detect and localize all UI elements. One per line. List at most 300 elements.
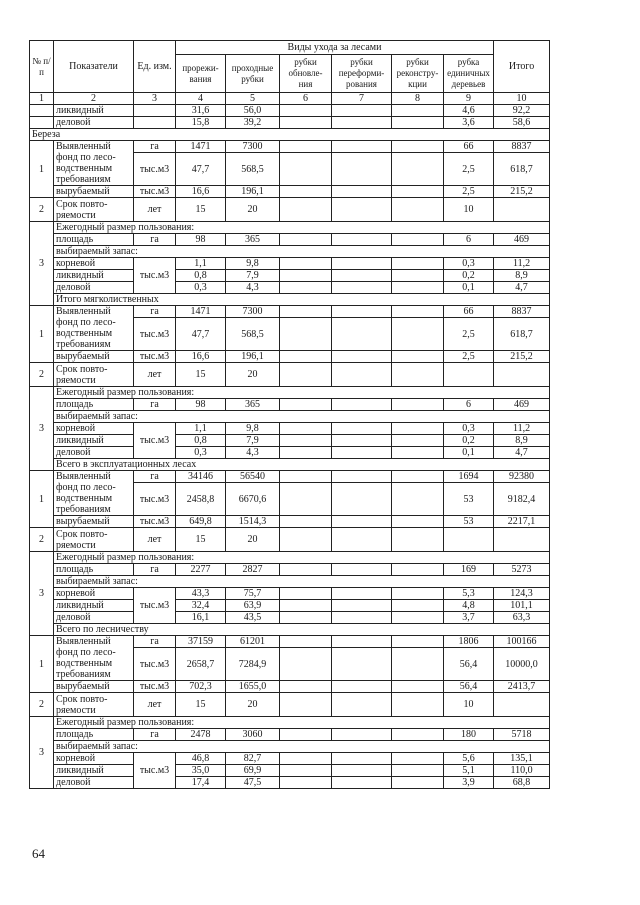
row-label: корневой <box>54 588 134 600</box>
cell-value: 47,7 <box>176 318 226 351</box>
table-header <box>30 41 550 105</box>
empty-cell <box>392 612 444 624</box>
table-row <box>30 624 550 636</box>
cell-value: 3,7 <box>444 612 494 624</box>
cell-value: 8837 <box>494 306 550 318</box>
cell-value: 135,1 <box>494 753 550 765</box>
empty-cell <box>280 318 332 351</box>
table-row <box>30 294 550 306</box>
empty-cell <box>392 528 444 552</box>
cell-value: 47,7 <box>176 153 226 186</box>
empty-cell <box>280 729 332 741</box>
cell-value: 100166 <box>494 636 550 648</box>
table-row <box>30 234 550 246</box>
empty-cell <box>392 198 444 222</box>
row-label: вырубаемый <box>54 186 134 198</box>
empty-cell <box>392 306 444 318</box>
cell-value: 618,7 <box>494 318 550 351</box>
row-label: Срок повто-ряемости <box>54 198 134 222</box>
empty-cell <box>392 648 444 681</box>
empty-cell <box>392 282 444 294</box>
table-row <box>30 612 550 624</box>
unit-cell: га <box>134 636 176 648</box>
empty-cell <box>280 186 332 198</box>
unit-cell: тыс.м3 <box>134 516 176 528</box>
unit-cell: лет <box>134 528 176 552</box>
row-number: 1 <box>30 471 54 528</box>
empty-cell <box>392 588 444 600</box>
cell-value: 82,7 <box>226 753 280 765</box>
row-label: Срок повто-ряемости <box>54 693 134 717</box>
empty-cell <box>392 423 444 435</box>
row-label: Выявленный фонд по лесо-водственным требованиям <box>54 636 134 681</box>
unit-cell: тыс.м3 <box>134 318 176 351</box>
table-body <box>30 105 550 129</box>
empty-cell <box>280 270 332 282</box>
table-row <box>30 636 550 648</box>
cell-value: 68,8 <box>494 777 550 789</box>
empty-cell <box>392 270 444 282</box>
empty-cell <box>280 351 332 363</box>
empty-cell <box>392 186 444 198</box>
table-row <box>30 471 550 483</box>
col-c9-header: рубка единичных деревьев <box>444 55 494 93</box>
cell-value: 75,7 <box>226 588 280 600</box>
row-label: Ежегодный размер пользования: <box>54 717 550 729</box>
empty-cell <box>332 636 392 648</box>
cell-value: 8837 <box>494 141 550 153</box>
unit-cell: тыс.м3 <box>134 681 176 693</box>
cell-value: 46,8 <box>176 753 226 765</box>
empty-cell <box>332 516 392 528</box>
empty-cell <box>280 435 332 447</box>
empty-cell <box>332 564 392 576</box>
row-number: 1 <box>30 306 54 363</box>
row-number: 2 <box>30 528 54 552</box>
cell-value: 215,2 <box>494 186 550 198</box>
row-label: Ежегодный размер пользования: <box>54 387 550 399</box>
cell-value: 365 <box>226 234 280 246</box>
cell-value: 16,6 <box>176 186 226 198</box>
row-label: Выявленный фонд по лесо-водственным требованиям <box>54 306 134 351</box>
cell-value: 1514,3 <box>226 516 280 528</box>
cell-value: 618,7 <box>494 153 550 186</box>
row-label: ликвидный <box>54 105 134 117</box>
cell-value: 3,9 <box>444 777 494 789</box>
empty-cell <box>332 234 392 246</box>
table-row <box>30 141 550 153</box>
row-label: деловой <box>54 282 134 294</box>
unit-cell: га <box>134 399 176 411</box>
index-cell: 5 <box>226 93 280 105</box>
row-label: вырубаемый <box>54 516 134 528</box>
table-row <box>30 198 550 222</box>
cell-value: 61201 <box>226 636 280 648</box>
unit-cell: тыс.м3 <box>134 258 176 294</box>
cell-value: 9,8 <box>226 258 280 270</box>
cell-value: 0,3 <box>444 423 494 435</box>
table-row <box>30 516 550 528</box>
table-row <box>30 423 550 435</box>
unit-cell: лет <box>134 198 176 222</box>
empty-cell <box>392 471 444 483</box>
cell-value: 5,3 <box>444 588 494 600</box>
cell-value: 20 <box>226 363 280 387</box>
cell-value: 4,8 <box>444 600 494 612</box>
cell-value: 101,1 <box>494 600 550 612</box>
cell-value: 37159 <box>176 636 226 648</box>
cell-value <box>444 363 494 387</box>
cell-value: 124,3 <box>494 588 550 600</box>
row-label: Ежегодный размер пользования: <box>54 552 550 564</box>
row-number: 1 <box>30 636 54 693</box>
unit-cell: га <box>134 729 176 741</box>
row-label: площадь <box>54 399 134 411</box>
cell-value: 63,3 <box>494 612 550 624</box>
index-cell: 6 <box>280 93 332 105</box>
cell-value: 20 <box>226 693 280 717</box>
empty-cell <box>392 153 444 186</box>
table-row <box>30 105 550 117</box>
cell-value: 16,6 <box>176 351 226 363</box>
unit-cell: тыс.м3 <box>134 351 176 363</box>
table-row <box>30 258 550 270</box>
cell-value: 98 <box>176 399 226 411</box>
empty-cell <box>392 363 444 387</box>
cell-value: 43,5 <box>226 612 280 624</box>
unit-cell: тыс.м3 <box>134 423 176 459</box>
cell-value: 6 <box>444 399 494 411</box>
cell-value: 98 <box>176 234 226 246</box>
cell-value: 568,5 <box>226 153 280 186</box>
empty-cell <box>280 612 332 624</box>
unit-cell: тыс.м3 <box>134 153 176 186</box>
unit-cell: га <box>134 141 176 153</box>
table-row <box>30 306 550 318</box>
index-cell: 4 <box>176 93 226 105</box>
empty-cell <box>280 363 332 387</box>
cell-value: 1471 <box>176 141 226 153</box>
index-cell: 8 <box>392 93 444 105</box>
table-row <box>30 729 550 741</box>
cell-value: 11,2 <box>494 258 550 270</box>
cell-value: 9182,4 <box>494 483 550 516</box>
empty-cell <box>280 516 332 528</box>
cell-value: 2658,7 <box>176 648 226 681</box>
cell-value: 0,1 <box>444 282 494 294</box>
row-number: 2 <box>30 693 54 717</box>
empty-cell <box>280 471 332 483</box>
cell-value: 4,7 <box>494 282 550 294</box>
empty-cell <box>280 198 332 222</box>
row-label: ликвидный <box>54 600 134 612</box>
empty-cell <box>392 753 444 765</box>
row-label: деловой <box>54 447 134 459</box>
cell-value: 0,2 <box>444 270 494 282</box>
index-cell: 2 <box>54 93 134 105</box>
cell-value: 196,1 <box>226 351 280 363</box>
cell-value: 5,1 <box>444 765 494 777</box>
empty-cell <box>280 600 332 612</box>
index-cell: 1 <box>30 93 54 105</box>
empty-cell <box>332 483 392 516</box>
cell-value: 53 <box>444 483 494 516</box>
cell-value: 56,4 <box>444 681 494 693</box>
empty-cell <box>332 648 392 681</box>
empty-cell <box>392 258 444 270</box>
empty-cell <box>332 753 392 765</box>
table-row <box>30 435 550 447</box>
empty-cell <box>332 528 392 552</box>
row-number: 3 <box>30 387 54 471</box>
cell-value: 2827 <box>226 564 280 576</box>
unit-cell: га <box>134 471 176 483</box>
cell-value: 6 <box>444 234 494 246</box>
cell-value: 1,1 <box>176 423 226 435</box>
cell-value: 66 <box>444 306 494 318</box>
table-row <box>30 753 550 765</box>
table-row <box>30 282 550 294</box>
table-row <box>30 117 550 129</box>
empty-cell <box>280 564 332 576</box>
empty-cell <box>280 777 332 789</box>
empty-cell <box>392 777 444 789</box>
cell-value: 2,5 <box>444 351 494 363</box>
empty-cell <box>332 471 392 483</box>
empty-cell <box>392 141 444 153</box>
empty-cell <box>280 141 332 153</box>
cell-value: 1655,0 <box>226 681 280 693</box>
col-c4-header: прорежи-вания <box>176 55 226 93</box>
table-row <box>30 270 550 282</box>
table-row <box>30 411 550 423</box>
empty-cell <box>392 234 444 246</box>
cell-value: 2,5 <box>444 186 494 198</box>
table-row <box>30 387 550 399</box>
cell-value: 2,5 <box>444 153 494 186</box>
cell-value <box>494 693 550 717</box>
cell-value: 56,4 <box>444 648 494 681</box>
unit-cell: лет <box>134 363 176 387</box>
table-row <box>30 777 550 789</box>
table-row <box>30 576 550 588</box>
cell-value: 10 <box>444 198 494 222</box>
cell-value: 568,5 <box>226 318 280 351</box>
empty-cell <box>392 399 444 411</box>
index-cell: 7 <box>332 93 392 105</box>
cell-value: 31,6 <box>176 105 226 117</box>
row-label: выбираемый запас: <box>54 246 550 258</box>
empty-cell <box>332 612 392 624</box>
empty-cell <box>332 153 392 186</box>
cell-value: 8,9 <box>494 270 550 282</box>
row-label: вырубаемый <box>54 681 134 693</box>
cell-value: 34146 <box>176 471 226 483</box>
row-label: корневой <box>54 423 134 435</box>
empty-cell <box>280 258 332 270</box>
empty-cell <box>280 234 332 246</box>
empty-cell <box>332 681 392 693</box>
cell-value: 110,0 <box>494 765 550 777</box>
col-indicators-header: Показатели <box>54 41 134 93</box>
table-row <box>30 186 550 198</box>
table-row <box>30 447 550 459</box>
row-label: Ежегодный размер пользования: <box>54 222 550 234</box>
col-c6-header: рубки обновле-ния <box>280 55 332 93</box>
cell-value: 10000,0 <box>494 648 550 681</box>
empty-cell <box>332 363 392 387</box>
cell-value: 66 <box>444 141 494 153</box>
cell-value: 649,8 <box>176 516 226 528</box>
cell-value: 0,3 <box>444 258 494 270</box>
table-row <box>30 129 550 141</box>
cell-value: 4,7 <box>494 447 550 459</box>
empty-cell <box>332 588 392 600</box>
empty-cell <box>392 636 444 648</box>
empty-cell <box>280 681 332 693</box>
cell-value: 4,3 <box>226 282 280 294</box>
row-number: 1 <box>30 141 54 198</box>
cell-value: 58,6 <box>494 117 550 129</box>
empty-cell <box>332 765 392 777</box>
row-label: площадь <box>54 729 134 741</box>
cell-value: 2478 <box>176 729 226 741</box>
empty-cell <box>332 351 392 363</box>
row-label: корневой <box>54 753 134 765</box>
empty-cell <box>392 516 444 528</box>
empty-cell <box>392 318 444 351</box>
index-row <box>30 93 550 105</box>
empty-cell <box>332 282 392 294</box>
section-title: Береза <box>30 129 550 141</box>
empty-cell <box>280 753 332 765</box>
cell-value: 3060 <box>226 729 280 741</box>
cell-value: 215,2 <box>494 351 550 363</box>
unit-cell: тыс.м3 <box>134 588 176 624</box>
row-label: Срок повто-ряемости <box>54 528 134 552</box>
cell-value: 15 <box>176 198 226 222</box>
page-number: 64 <box>32 846 45 861</box>
index-cell: 3 <box>134 93 176 105</box>
empty-cell <box>280 447 332 459</box>
cell-value: 2277 <box>176 564 226 576</box>
cell-value: 15 <box>176 528 226 552</box>
table-row <box>30 552 550 564</box>
group-header: Виды ухода за лесами <box>176 41 494 55</box>
cell-value: 56,0 <box>226 105 280 117</box>
cell-value: 0,1 <box>444 447 494 459</box>
row-label: Выявленный фонд по лесо-водственным требованиям <box>54 471 134 516</box>
row-number: 3 <box>30 552 54 636</box>
unit-cell: тыс.м3 <box>134 483 176 516</box>
index-cell: 10 <box>494 93 550 105</box>
empty-cell <box>280 153 332 186</box>
cell-value: 5718 <box>494 729 550 741</box>
empty-cell <box>392 447 444 459</box>
row-label: корневой <box>54 258 134 270</box>
cell-value: 15 <box>176 363 226 387</box>
empty-cell <box>280 483 332 516</box>
empty-cell <box>332 186 392 198</box>
section-title: Всего в эксплуатационных лесах <box>54 459 550 471</box>
table-row <box>30 717 550 729</box>
cell-value: 15,8 <box>176 117 226 129</box>
cell-value: 1471 <box>176 306 226 318</box>
table-row <box>30 693 550 717</box>
cell-value: 5,6 <box>444 753 494 765</box>
empty-cell <box>332 600 392 612</box>
row-label: площадь <box>54 234 134 246</box>
cell-value: 5273 <box>494 564 550 576</box>
cell-value: 20 <box>226 198 280 222</box>
empty-cell <box>280 765 332 777</box>
cell-value: 35,0 <box>176 765 226 777</box>
unit-cell: га <box>134 234 176 246</box>
table-row <box>30 222 550 234</box>
cell-value: 180 <box>444 729 494 741</box>
cell-value: 9,8 <box>226 423 280 435</box>
cell-value: 2217,1 <box>494 516 550 528</box>
table-row <box>30 564 550 576</box>
table-row <box>30 246 550 258</box>
row-label: деловой <box>54 612 134 624</box>
empty-cell <box>392 600 444 612</box>
empty-cell <box>392 765 444 777</box>
row-number: 3 <box>30 222 54 306</box>
row-number: 2 <box>30 198 54 222</box>
cell-value: 169 <box>444 564 494 576</box>
row-label: ликвидный <box>54 435 134 447</box>
empty-cell <box>392 435 444 447</box>
cell-value: 2413,7 <box>494 681 550 693</box>
empty-cell <box>392 729 444 741</box>
row-label: Выявленный фонд по лесо-водственным требованиям <box>54 141 134 186</box>
empty-cell <box>280 693 332 717</box>
cell-value: 0,8 <box>176 435 226 447</box>
empty-cell <box>280 399 332 411</box>
cell-value: 0,3 <box>176 282 226 294</box>
cell-value: 8,9 <box>494 435 550 447</box>
empty-cell <box>280 636 332 648</box>
empty-cell <box>332 423 392 435</box>
cell-value: 0,2 <box>444 435 494 447</box>
row-label: Срок повто-ряемости <box>54 363 134 387</box>
row-label: вырубаемый <box>54 351 134 363</box>
unit-cell: тыс.м3 <box>134 753 176 789</box>
cell-value: 3,6 <box>444 117 494 129</box>
empty-cell <box>392 483 444 516</box>
empty-cell <box>392 564 444 576</box>
row-label: ликвидный <box>54 765 134 777</box>
row-label: площадь <box>54 564 134 576</box>
unit-cell: га <box>134 306 176 318</box>
cell-value <box>494 198 550 222</box>
cell-value: 69,9 <box>226 765 280 777</box>
empty-cell <box>392 693 444 717</box>
table-row <box>30 399 550 411</box>
empty-cell <box>280 588 332 600</box>
cell-value: 47,5 <box>226 777 280 789</box>
cell-value: 469 <box>494 234 550 246</box>
row-label: выбираемый запас: <box>54 411 550 423</box>
empty-cell <box>280 423 332 435</box>
col-total-header: Итого <box>494 41 550 93</box>
table-row <box>30 681 550 693</box>
row-label: выбираемый запас: <box>54 741 550 753</box>
table-row <box>30 459 550 471</box>
table-row <box>30 765 550 777</box>
table-row <box>30 588 550 600</box>
